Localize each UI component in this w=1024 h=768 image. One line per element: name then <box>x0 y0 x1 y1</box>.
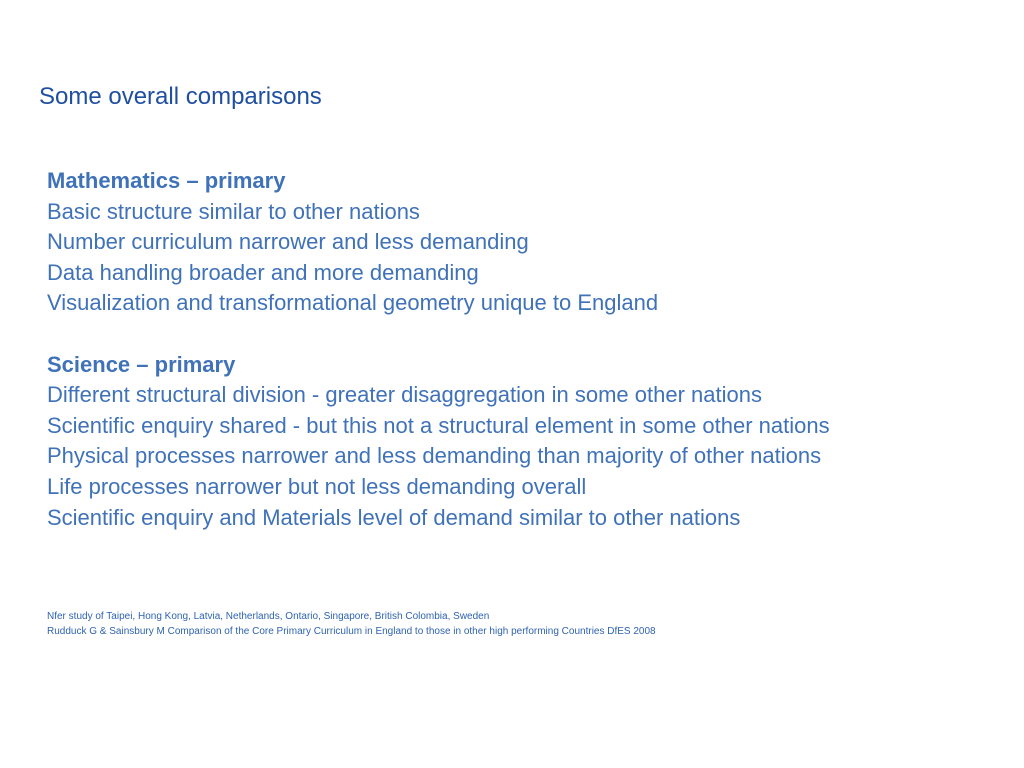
section-mathematics <box>47 166 1007 319</box>
section-line: Scientific enquiry and Materials level of demand similar to other nations <box>47 504 741 530</box>
slide-title: Some overall comparisons <box>39 83 322 110</box>
section-line: Different structural division - greater disaggregation in some other nations <box>47 382 762 408</box>
section-line: Life processes narrower but not less demanding overall <box>47 473 587 499</box>
section-science <box>47 350 1007 534</box>
section-line: Scientific enquiry shared - but this not a structural element in some other nations <box>47 412 830 438</box>
footnotes <box>47 609 656 639</box>
section-heading: Science – primary <box>47 351 236 377</box>
section-line: Visualization and transformational geometry unique to England <box>47 290 659 316</box>
footnote-line: Nfer study of Taipei, Hong Kong, Latvia, Netherlands, Ontario, Singapore, British Colombia, Sweden <box>47 611 490 622</box>
footnote-line: Rudduck G & Sainsbury M Comparison of the Core Primary Curriculum in England to those in other high performing Countries DfES 2008 <box>47 626 656 637</box>
section-line: Physical processes narrower and less demanding than majority of other nations <box>47 443 822 469</box>
section-line: Data handling broader and more demanding <box>47 259 479 285</box>
section-line: Number curriculum narrower and less demanding <box>47 229 529 255</box>
slide-body <box>47 166 1007 564</box>
section-line: Basic structure similar to other nations <box>47 198 420 224</box>
section-heading: Mathematics – primary <box>47 168 286 193</box>
